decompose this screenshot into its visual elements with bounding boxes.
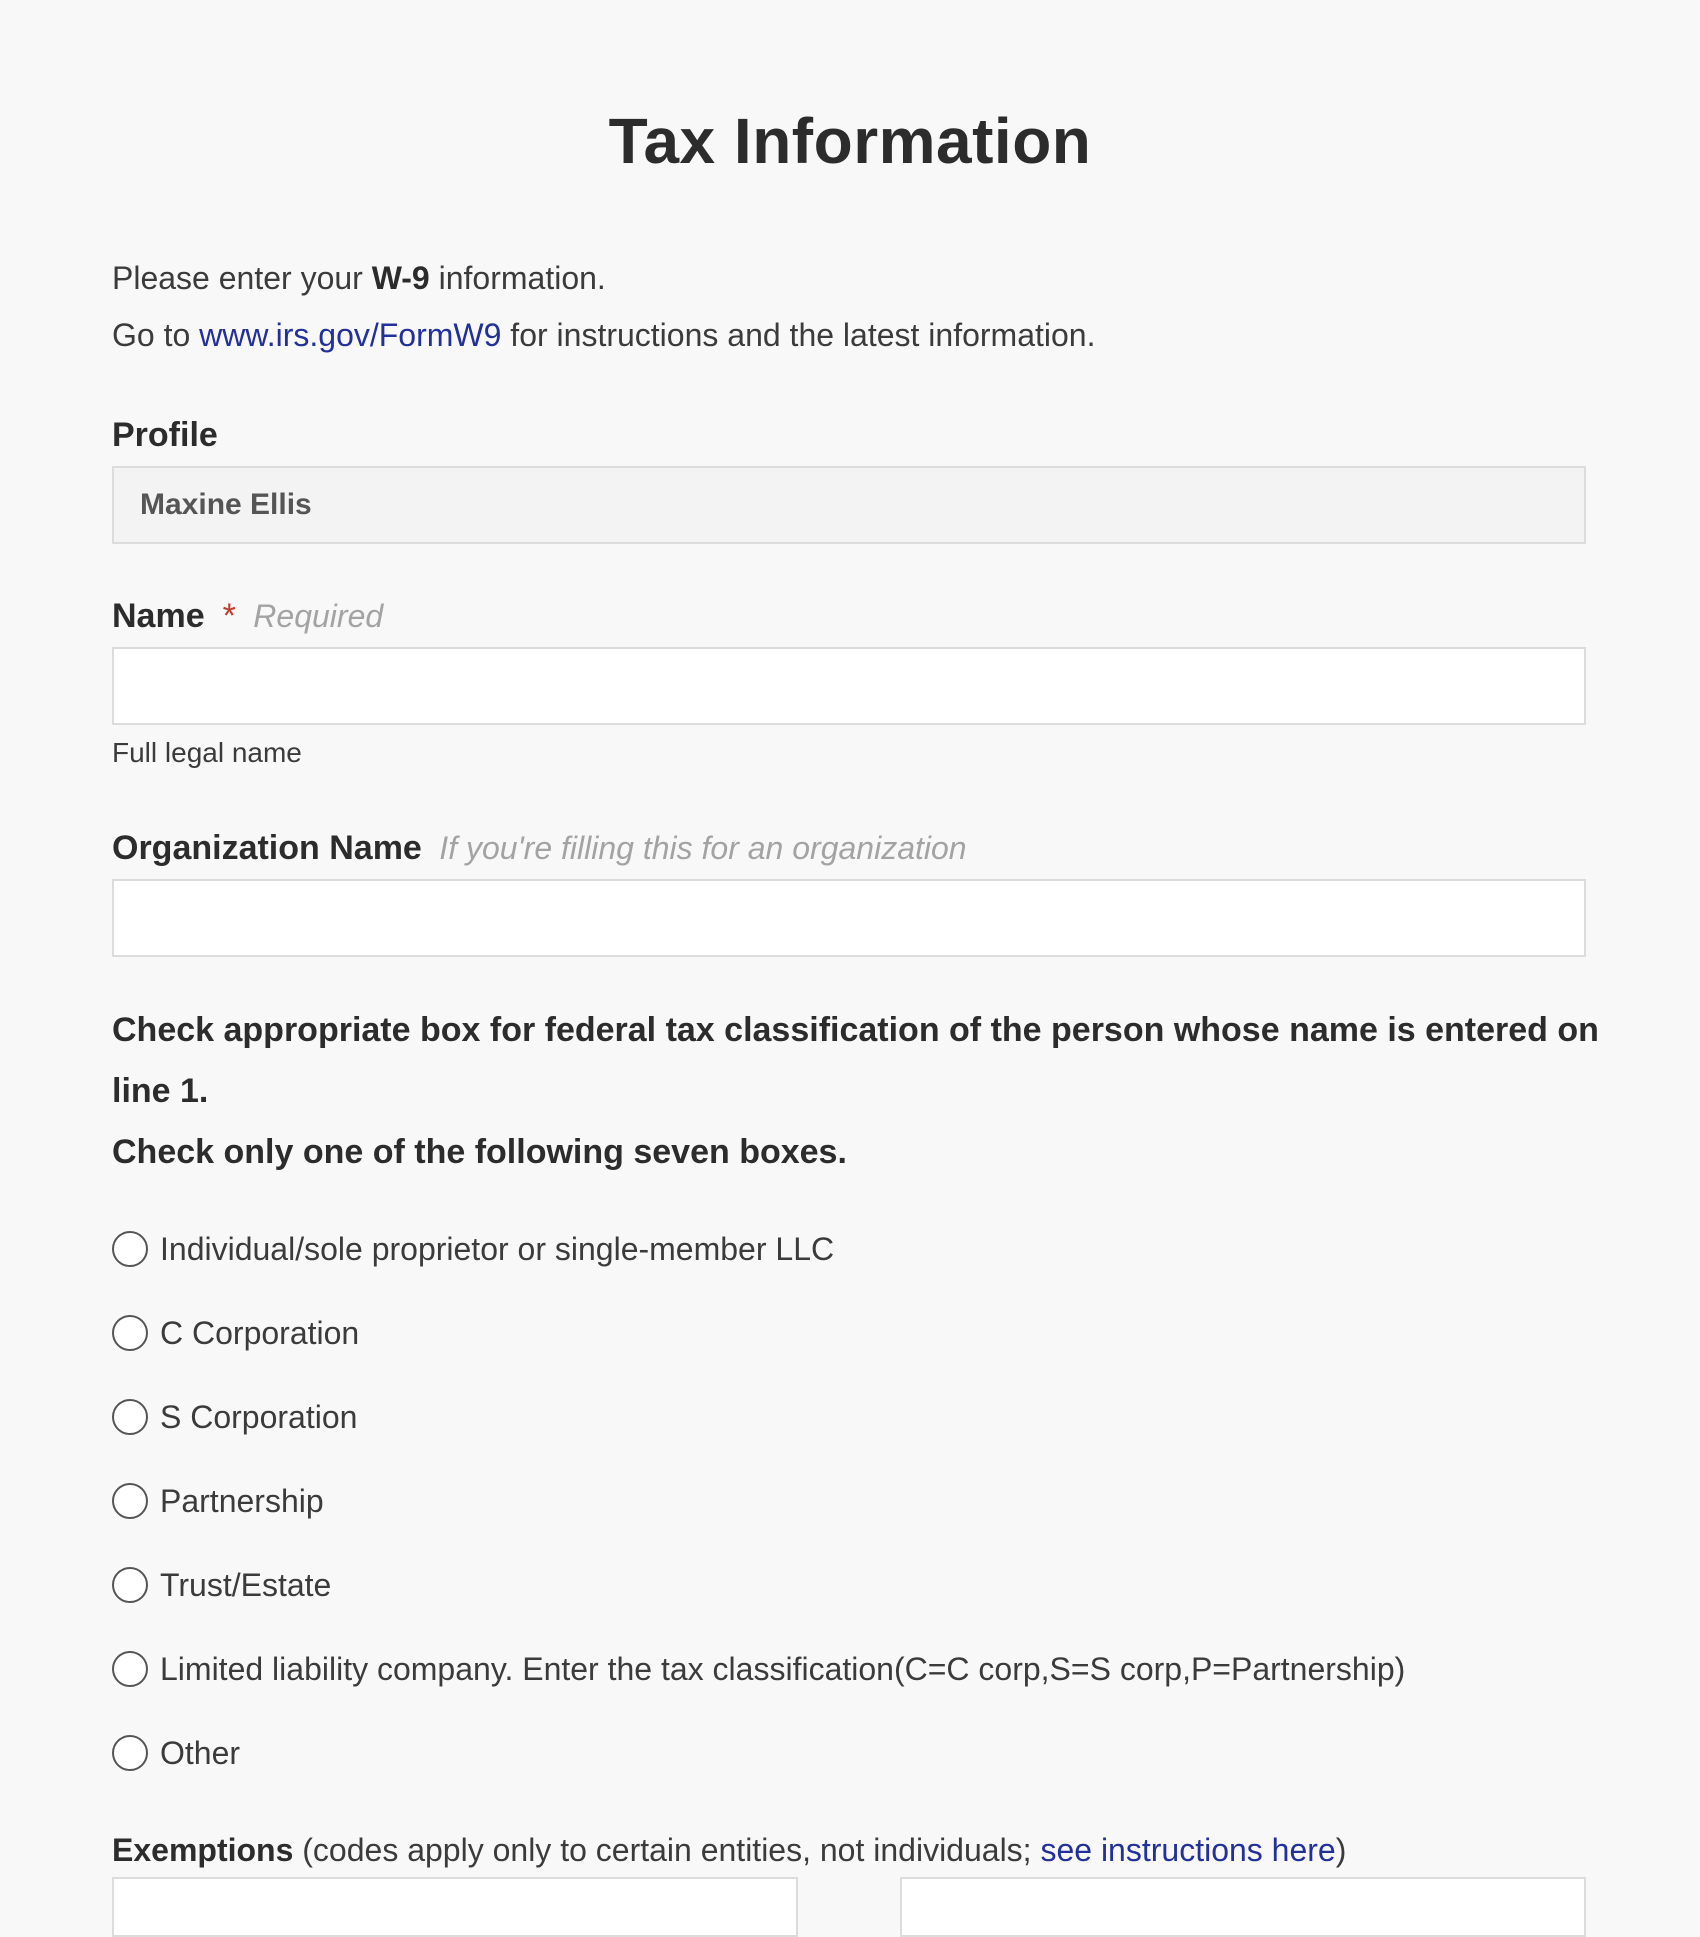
organization-label-row [112,825,967,871]
radio-option-c-corporation[interactable] [112,1310,359,1356]
exempt-payee-code-input[interactable] [112,1877,798,1937]
exemptions-label-row [112,1828,1346,1872]
radio-button[interactable] [112,1399,148,1435]
name-label: Name [112,597,205,635]
radio-button[interactable] [112,1651,148,1687]
exemptions-label: Exemptions [112,1832,294,1868]
radio-option-label: S Corporation [160,1398,358,1435]
classification-instruction-2: Check only one of the following seven boxes. [112,1133,847,1171]
intro-line-2-suffix: for instructions and the latest information. [501,317,1096,353]
radio-option-llc[interactable] [112,1646,1405,1692]
radio-button[interactable] [112,1483,148,1519]
radio-option-label: Other [160,1734,241,1771]
radio-option-label: Limited liability company. Enter the tax classification(C=C corp,S=S corp,P=Partnership) [160,1650,1406,1687]
required-star: * [222,597,236,635]
classification-instruction-1: Check appropriate box for federal tax classification of the person whose name is entered on line 1. [112,1011,1599,1110]
radio-button[interactable] [112,1231,148,1267]
fatca-exemption-code-input[interactable] [900,1877,1586,1937]
exemptions-text: (codes apply only to certain entities, not individuals; [293,1832,1041,1868]
radio-option-label: C Corporation [160,1314,360,1351]
profile-value: Maxine Ellis [140,488,312,521]
radio-option-label: Trust/Estate [160,1566,332,1603]
intro-line-1-prefix: Please enter your [112,260,372,296]
organization-name-input[interactable] [112,879,1586,957]
radio-option-individual[interactable] [112,1226,834,1272]
required-hint: Required [253,598,384,634]
radio-option-trust-estate[interactable] [112,1562,331,1608]
name-helper-text: Full legal name [112,737,302,768]
intro-line-1 [112,256,606,300]
intro-line-1-suffix: information. [429,260,606,296]
page-title: Tax Information [608,105,1092,177]
radio-button[interactable] [112,1735,148,1771]
radio-button[interactable] [112,1315,148,1351]
classification-instructions [112,1000,1612,1183]
w9-bold-text: W-9 [371,260,430,296]
organization-label: Organization Name [112,829,422,867]
name-input[interactable] [112,647,1586,725]
intro-line-2 [112,313,1095,357]
exemptions-text-suffix: ) [1335,1832,1347,1868]
profile-label: Profile [112,416,218,454]
radio-option-other[interactable] [112,1730,240,1776]
profile-field [112,466,1586,544]
intro-line-2-prefix: Go to [112,317,200,353]
radio-option-partnership[interactable] [112,1478,324,1524]
radio-option-label: Individual/sole proprietor or single-member LLC [160,1230,835,1267]
radio-option-s-corporation[interactable] [112,1394,357,1440]
radio-option-label: Partnership [160,1482,324,1519]
irs-formw9-link[interactable]: www.irs.gov/FormW9 [199,317,502,353]
name-label-row [112,593,383,639]
exemptions-instructions-link[interactable]: see instructions here [1040,1832,1336,1868]
organization-hint: If you're filling this for an organization [439,830,967,866]
radio-button[interactable] [112,1567,148,1603]
